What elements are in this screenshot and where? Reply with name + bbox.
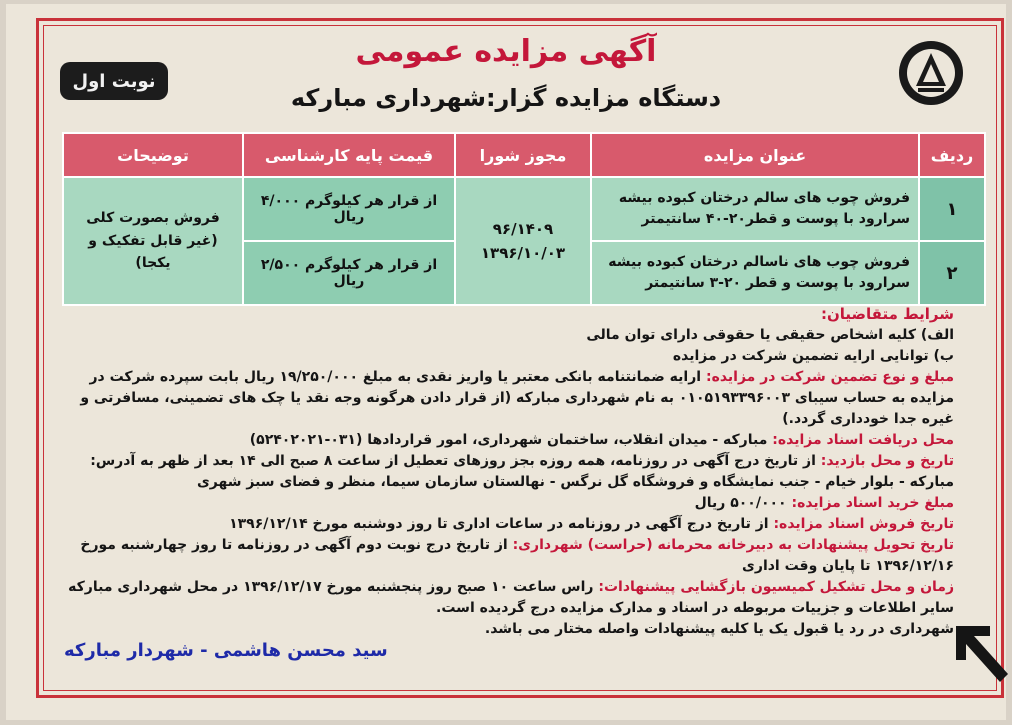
base-price: از قرار هر کیلوگرم ۴/۰۰۰ ریال <box>243 177 455 241</box>
delivery-paragraph <box>62 535 954 577</box>
table-header-row <box>63 133 985 177</box>
column-header-council-permit: مجوز شورا <box>455 133 591 177</box>
docs-price-paragraph <box>62 493 954 514</box>
permit-date: ۱۳۹۶/۱۰/۰۳ <box>480 244 566 262</box>
delivery-text: از تاریخ درج نوبت دوم آگهی در روزنامه تا روز چهارشنبه مورخ ۱۳۹۶/۱۲/۱۶ تا پایان وقت اداری <box>80 537 954 574</box>
municipality-emblem-icon <box>896 38 966 108</box>
ad-title: آگهی مزایده عمومی <box>355 34 657 69</box>
first-round-badge: نوبت اول <box>60 62 168 100</box>
council-permit <box>455 177 591 305</box>
docs-price-text: ۵۰۰/۰۰۰ ریال <box>694 495 787 511</box>
column-header-description: توضیحات <box>63 133 243 177</box>
other-info-paragraph: سایر اطلاعات و جزییات مربوطه در اسناد و مدارک مزایده درج گردیده است. <box>436 600 954 616</box>
visit-text: از تاریخ درج آگهی در روزنامه، همه روزه بجز روزهای تعطیل از ساعت ۸ صبح الی ۱۴ بعد از ظهر به آدرس: مبارکه - بلوار خیام - جنب نمایشگاه و فروشگاه گل نرگس - نهالستان سازمان سیما، منظر و فضای سبز شهری <box>90 453 954 490</box>
auction-title: فروش چوب های ناسالم درختان کبوده بیشه سرارود با پوست و قطر ۲۰-۳ سانتیمتر <box>591 241 919 305</box>
newspaper-page <box>6 4 1006 720</box>
docs-place-label: محل دریافت اسناد مزایده: <box>772 432 954 448</box>
visit-paragraph <box>62 451 954 493</box>
guarantee-text: ارایه ضمانتنامه بانکی معتبر یا واریز نقدی به مبلغ ۱۹/۲۵۰/۰۰۰ ریال بابت سپرده شرکت در مزایده به حساب سیبای ۰۱۰۵۱۹۳۳۹۶۰۰۳ به نام شهرداری مبارکه (از قرار دادن هرگونه وجه نقد یا چک های تضمینی، مسافرتی و غیره جدا خودداری گردد.) <box>80 369 954 427</box>
guarantee-paragraph <box>62 367 954 430</box>
column-header-base-price: قیمت پایه کارشناسی <box>243 133 455 177</box>
base-price: از قرار هر کیلوگرم ۲/۵۰۰ ریال <box>243 241 455 305</box>
row-number: ۱ <box>919 177 985 241</box>
docs-sale-label: تاریخ فروش اسناد مزایده: <box>773 516 954 532</box>
ad-subtitle: دستگاه مزایده گزار:شهرداری مبارکه <box>290 84 722 112</box>
auction-title: فروش چوب های سالم درختان کبوده بیشه سرارود با پوست و قطر۲۰-۴۰ سانتیمتر <box>591 177 919 241</box>
conditions-section <box>62 304 954 640</box>
commission-text: راس ساعت ۱۰ صبح روز پنجشنبه مورخ ۱۳۹۶/۱۲/۱۷ در محل شهرداری مبارکه <box>68 579 594 595</box>
table-row <box>63 177 985 241</box>
description: فروش بصورت کلی (غیر قابل تفکیک و یکجا) <box>63 177 243 305</box>
commission-paragraph <box>62 577 954 598</box>
docs-place-text: مبارکه - میدان انقلاب، ساختمان شهرداری، امور قراردادها (۰۳۱-۵۲۴۰۲۰۲۱) <box>249 432 768 448</box>
arrow-icon <box>950 620 1012 690</box>
column-header-row-number: ردیف <box>919 133 985 177</box>
docs-price-label: مبلغ خرید اسناد مزایده: <box>791 495 954 511</box>
guarantee-label: مبلغ و نوع تضمین شرکت در مزایده: <box>705 369 954 385</box>
docs-sale-paragraph <box>62 514 954 535</box>
conditions-heading: شرایط متقاضیان: <box>820 305 954 323</box>
visit-label: تاریخ و محل بازدید: <box>820 453 954 469</box>
column-header-title: عنوان مزایده <box>591 133 919 177</box>
auction-table <box>62 132 986 306</box>
docs-place-paragraph <box>62 430 954 451</box>
mayor-signature: سید محسن هاشمی - شهردار مبارکه <box>64 640 388 661</box>
docs-sale-text: از تاریخ درج آگهی در روزنامه در ساعات اداری تا روز دوشنبه مورخ ۱۳۹۶/۱۲/۱۴ <box>229 516 769 532</box>
commission-label: زمان و محل تشکیل کمیسیون بازگشایی پیشنهادات: <box>598 579 954 595</box>
delivery-label: تاریخ تحویل پیشنهادات به دبیرخانه محرمانه (حراست) شهرداری: <box>512 537 954 553</box>
condition-a: الف) کلیه اشخاص حقیقی یا حقوقی دارای توان مالی <box>586 327 954 343</box>
rights-paragraph: شهرداری در رد یا قبول یک یا کلیه پیشنهادات واصله مختار می باشد. <box>484 621 954 637</box>
row-number: ۲ <box>919 241 985 305</box>
permit-number: ۹۶/۱۴۰۹ <box>492 220 554 238</box>
condition-b: ب) توانایی ارایه تضمین شرکت در مزایده <box>672 348 954 364</box>
